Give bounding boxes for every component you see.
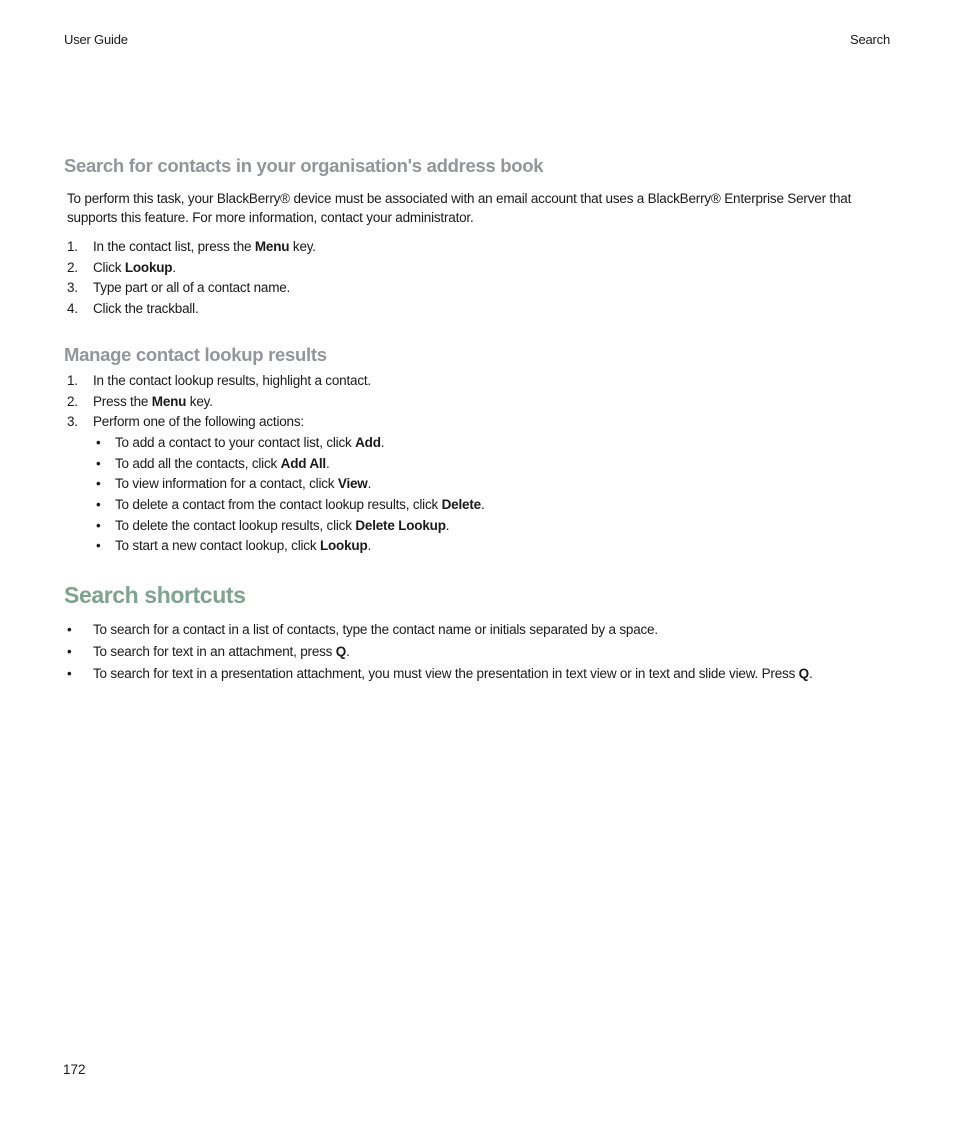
contacts-lookup-steps [64,237,890,320]
list-item: • To search for a contact in a list of contacts, type the contact name or initials separated by a space. [64,619,890,641]
bullet-icon: • [67,643,72,659]
list-item: 3. Perform one of the following actions: • To add a contact to your contact list, click Add. • To add all the contacts, click Add All. • To view information for a contact, click View. • To delete a contact from the contact lookup results, click Delete. • To delete the contact lookup results, click Delete Lookup. • To start a new contact lookup, click Lookup. [64,412,890,557]
bullet-icon: • [67,665,72,681]
list-item: • To start a new contact lookup, click Lookup. [93,536,890,557]
list-item: • To view information for a contact, click View. [93,474,890,495]
bullet-icon: • [96,538,101,554]
header-section-title: Search [850,32,890,47]
bullet-icon: • [96,455,101,471]
manage-results-steps [64,371,890,557]
bullet-icon: • [96,517,101,533]
page-number: 172 [63,1062,86,1077]
list-item: • To delete the contact lookup results, click Delete Lookup. [93,516,890,537]
list-item: 3. Type part or all of a contact name. [67,280,291,296]
list-item: 1. In the contact lookup results, highlight a contact. [67,372,371,388]
manage-results-heading: Manage contact lookup results [64,343,327,365]
action-options-list [93,433,890,557]
list-item: 2. Press the Menu key. [67,393,213,409]
contacts-lookup-intro: To perform this task, your BlackBerry® device must be associated with an email account that uses a BlackBerry® Enterprise Server that supports this feature. For more information, contact your administrator. [67,191,852,225]
page-content [64,154,890,684]
list-item: • To search for text in an attachment, press Q. [64,641,890,663]
list-item: 4. Click the trackball. [67,301,199,317]
bullet-icon: • [67,622,72,638]
header-guide-title: User Guide [64,32,128,47]
contacts-lookup-heading: Search for contacts in your organisation's address book [64,155,544,176]
list-item: • To add all the contacts, click Add All. [93,454,890,475]
search-shortcuts-list [64,619,890,684]
bullet-icon: • [96,476,101,492]
list-item: 2. Click Lookup. [67,259,176,275]
list-item: • To add a contact to your contact list, click Add. [93,433,890,454]
list-item: 1. In the contact list, press the Menu key. [67,239,316,254]
list-item: • To search for text in a presentation attachment, you must view the presentation in text view or in text and slide view. Press Q. [64,663,890,685]
search-shortcuts-heading: Search shortcuts [64,582,246,609]
bullet-icon: • [96,497,101,513]
list-item: • To delete a contact from the contact lookup results, click Delete. [93,495,890,516]
bullet-icon: • [96,434,101,450]
